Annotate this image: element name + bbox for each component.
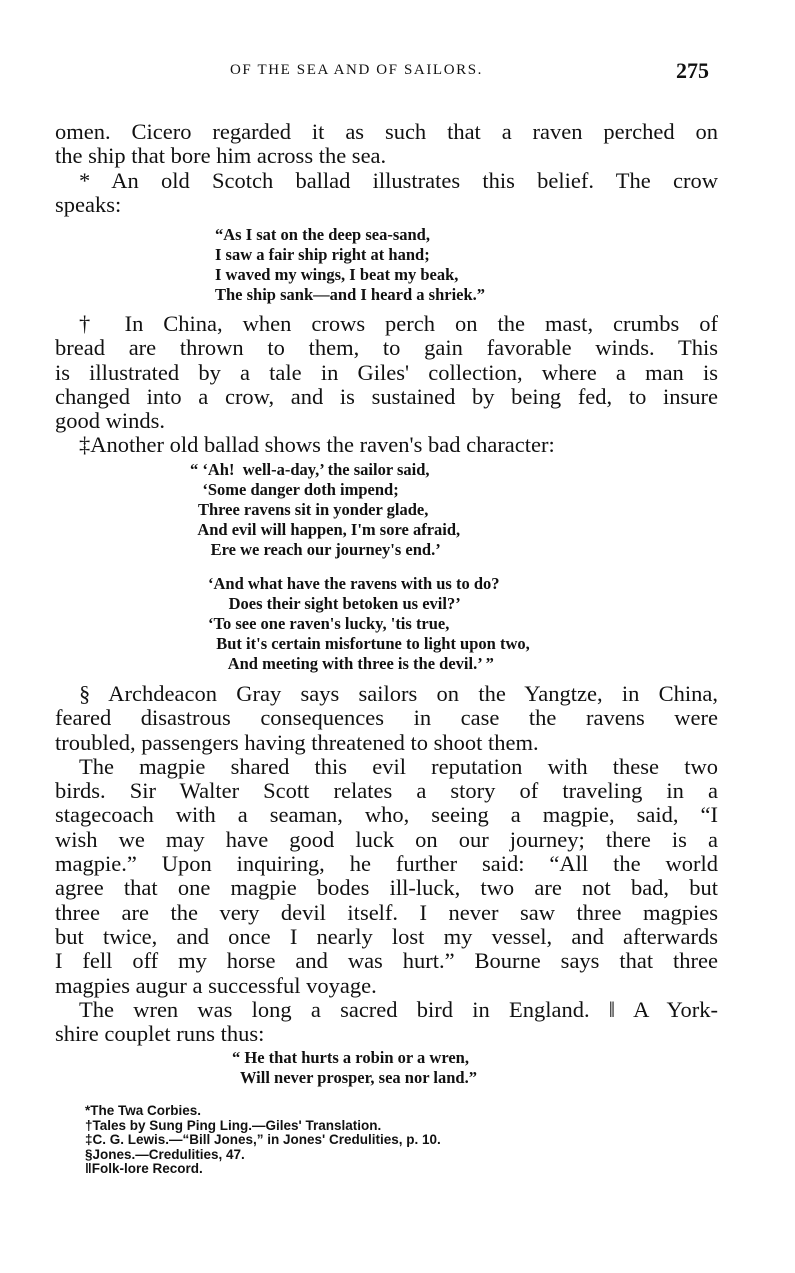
verse-line: ‘And what have the ravens with us to do?: [208, 574, 500, 593]
verse-line: ‘To see one raven's lucky, 'tis true,: [208, 614, 450, 633]
text-line: shire couplet runs thus:: [55, 1021, 265, 1047]
paragraph-block: [55, 120, 718, 217]
text-line: troubled, passengers having threatened to shoot them.: [55, 729, 539, 755]
footnotes: [85, 1104, 441, 1177]
footnote: *The Twa Corbies.: [85, 1103, 202, 1118]
verse-line: And meeting with three is the devil.’ ”: [208, 654, 494, 673]
text-line: magpie.” Upon inquiring, he further said: “All the world: [55, 851, 718, 877]
text-line: § Archdeacon Gray says sailors on the Yangtze, in China,: [79, 681, 718, 706]
verse-line: ‘Some danger doth impend;: [190, 480, 399, 499]
text-line: * An old Scotch ballad illustrates this belief. The crow: [79, 167, 718, 193]
verse-line: “As I sat on the deep sea-sand,: [215, 225, 430, 244]
verse-wren: [232, 1048, 477, 1088]
text-line: but twice, and once I nearly lost my vessel, and afterwards: [55, 923, 718, 949]
text-line: stagecoach with a seaman, who, seeing a magpie, said, “I: [55, 802, 718, 828]
text-line: speaks:: [55, 191, 122, 217]
text-line: is illustrated by a tale in Giles' collection, where a man is: [55, 359, 718, 385]
text-line: The magpie shared this evil reputation with these two: [79, 753, 718, 779]
verse-line: Does their sight betoken us evil?’: [208, 594, 461, 613]
text-line: the ship that bore him across the sea.: [55, 143, 387, 169]
text-line: The wren was long a sacred bird in England. ‖ A York-: [79, 996, 718, 1022]
verse-line: And evil will happen, I'm sore afraid,: [190, 520, 461, 539]
text-line: I fell off my horse and was hurt.” Bourne says that three: [55, 948, 718, 974]
verse-ravens-continued: [208, 574, 530, 674]
text-line: wish we may have good luck on our journey; there is a: [55, 826, 718, 852]
verse-line: I waved my wings, I beat my beak,: [215, 265, 459, 284]
verse-line: The ship sank—and I heard a shriek.”: [215, 285, 486, 304]
text-line: omen. Cicero regarded it as such that a raven perched on: [55, 119, 718, 144]
verse-ravens: [190, 460, 460, 560]
text-line: ‡Another old ballad shows the raven's bad character:: [79, 432, 555, 458]
paragraph-block: [55, 312, 718, 458]
verse-line: I saw a fair ship right at hand;: [215, 245, 430, 264]
running-title: OF THE SEA AND OF SAILORS.: [230, 62, 484, 78]
footnote: †Tales by Sung Ping Ling.—Giles' Translation.: [85, 1117, 382, 1133]
page-number: 275: [676, 58, 709, 83]
verse-line: “ He that hurts a robin or a wren,: [232, 1048, 469, 1067]
text-line: birds. Sir Walter Scott relates a story of traveling in a: [55, 778, 718, 804]
text-line: † In China, when crows perch on the mast, crumbs of: [79, 311, 718, 336]
verse-line: Ere we reach our journey's end.’: [190, 540, 441, 559]
text-line: bread are thrown to them, to gain favorable winds. This: [55, 335, 718, 361]
text-line: magpies augur a successful voyage.: [55, 972, 377, 998]
paragraph-block: [55, 682, 718, 1046]
verse-line: But it's certain misfortune to light upon two,: [208, 634, 530, 653]
footnote: ‡C. G. Lewis.—“Bill Jones,” in Jones' Credulities, p. 10.: [85, 1132, 441, 1147]
text-line: agree that one magpie bodes ill-luck, two are not bad, but: [55, 875, 718, 901]
text-line: changed into a crow, and is sustained by being fed, to insure: [55, 383, 718, 409]
verse-line: Will never prosper, sea nor land.”: [232, 1068, 477, 1087]
verse-line: “ ‘Ah! well-a-day,’ the sailor said,: [190, 460, 430, 479]
text-line: three are the very devil itself. I never saw three magpies: [55, 899, 718, 925]
text-line: good winds.: [55, 408, 166, 434]
verse-crow: [215, 225, 485, 305]
verse-line: Three ravens sit in yonder glade,: [190, 500, 429, 519]
text-line: feared disastrous consequences in case the ravens were: [55, 705, 718, 731]
footnote: §Jones.—Credulities, 47.: [85, 1146, 245, 1162]
footnote: ‖Folk-lore Record.: [85, 1161, 203, 1176]
